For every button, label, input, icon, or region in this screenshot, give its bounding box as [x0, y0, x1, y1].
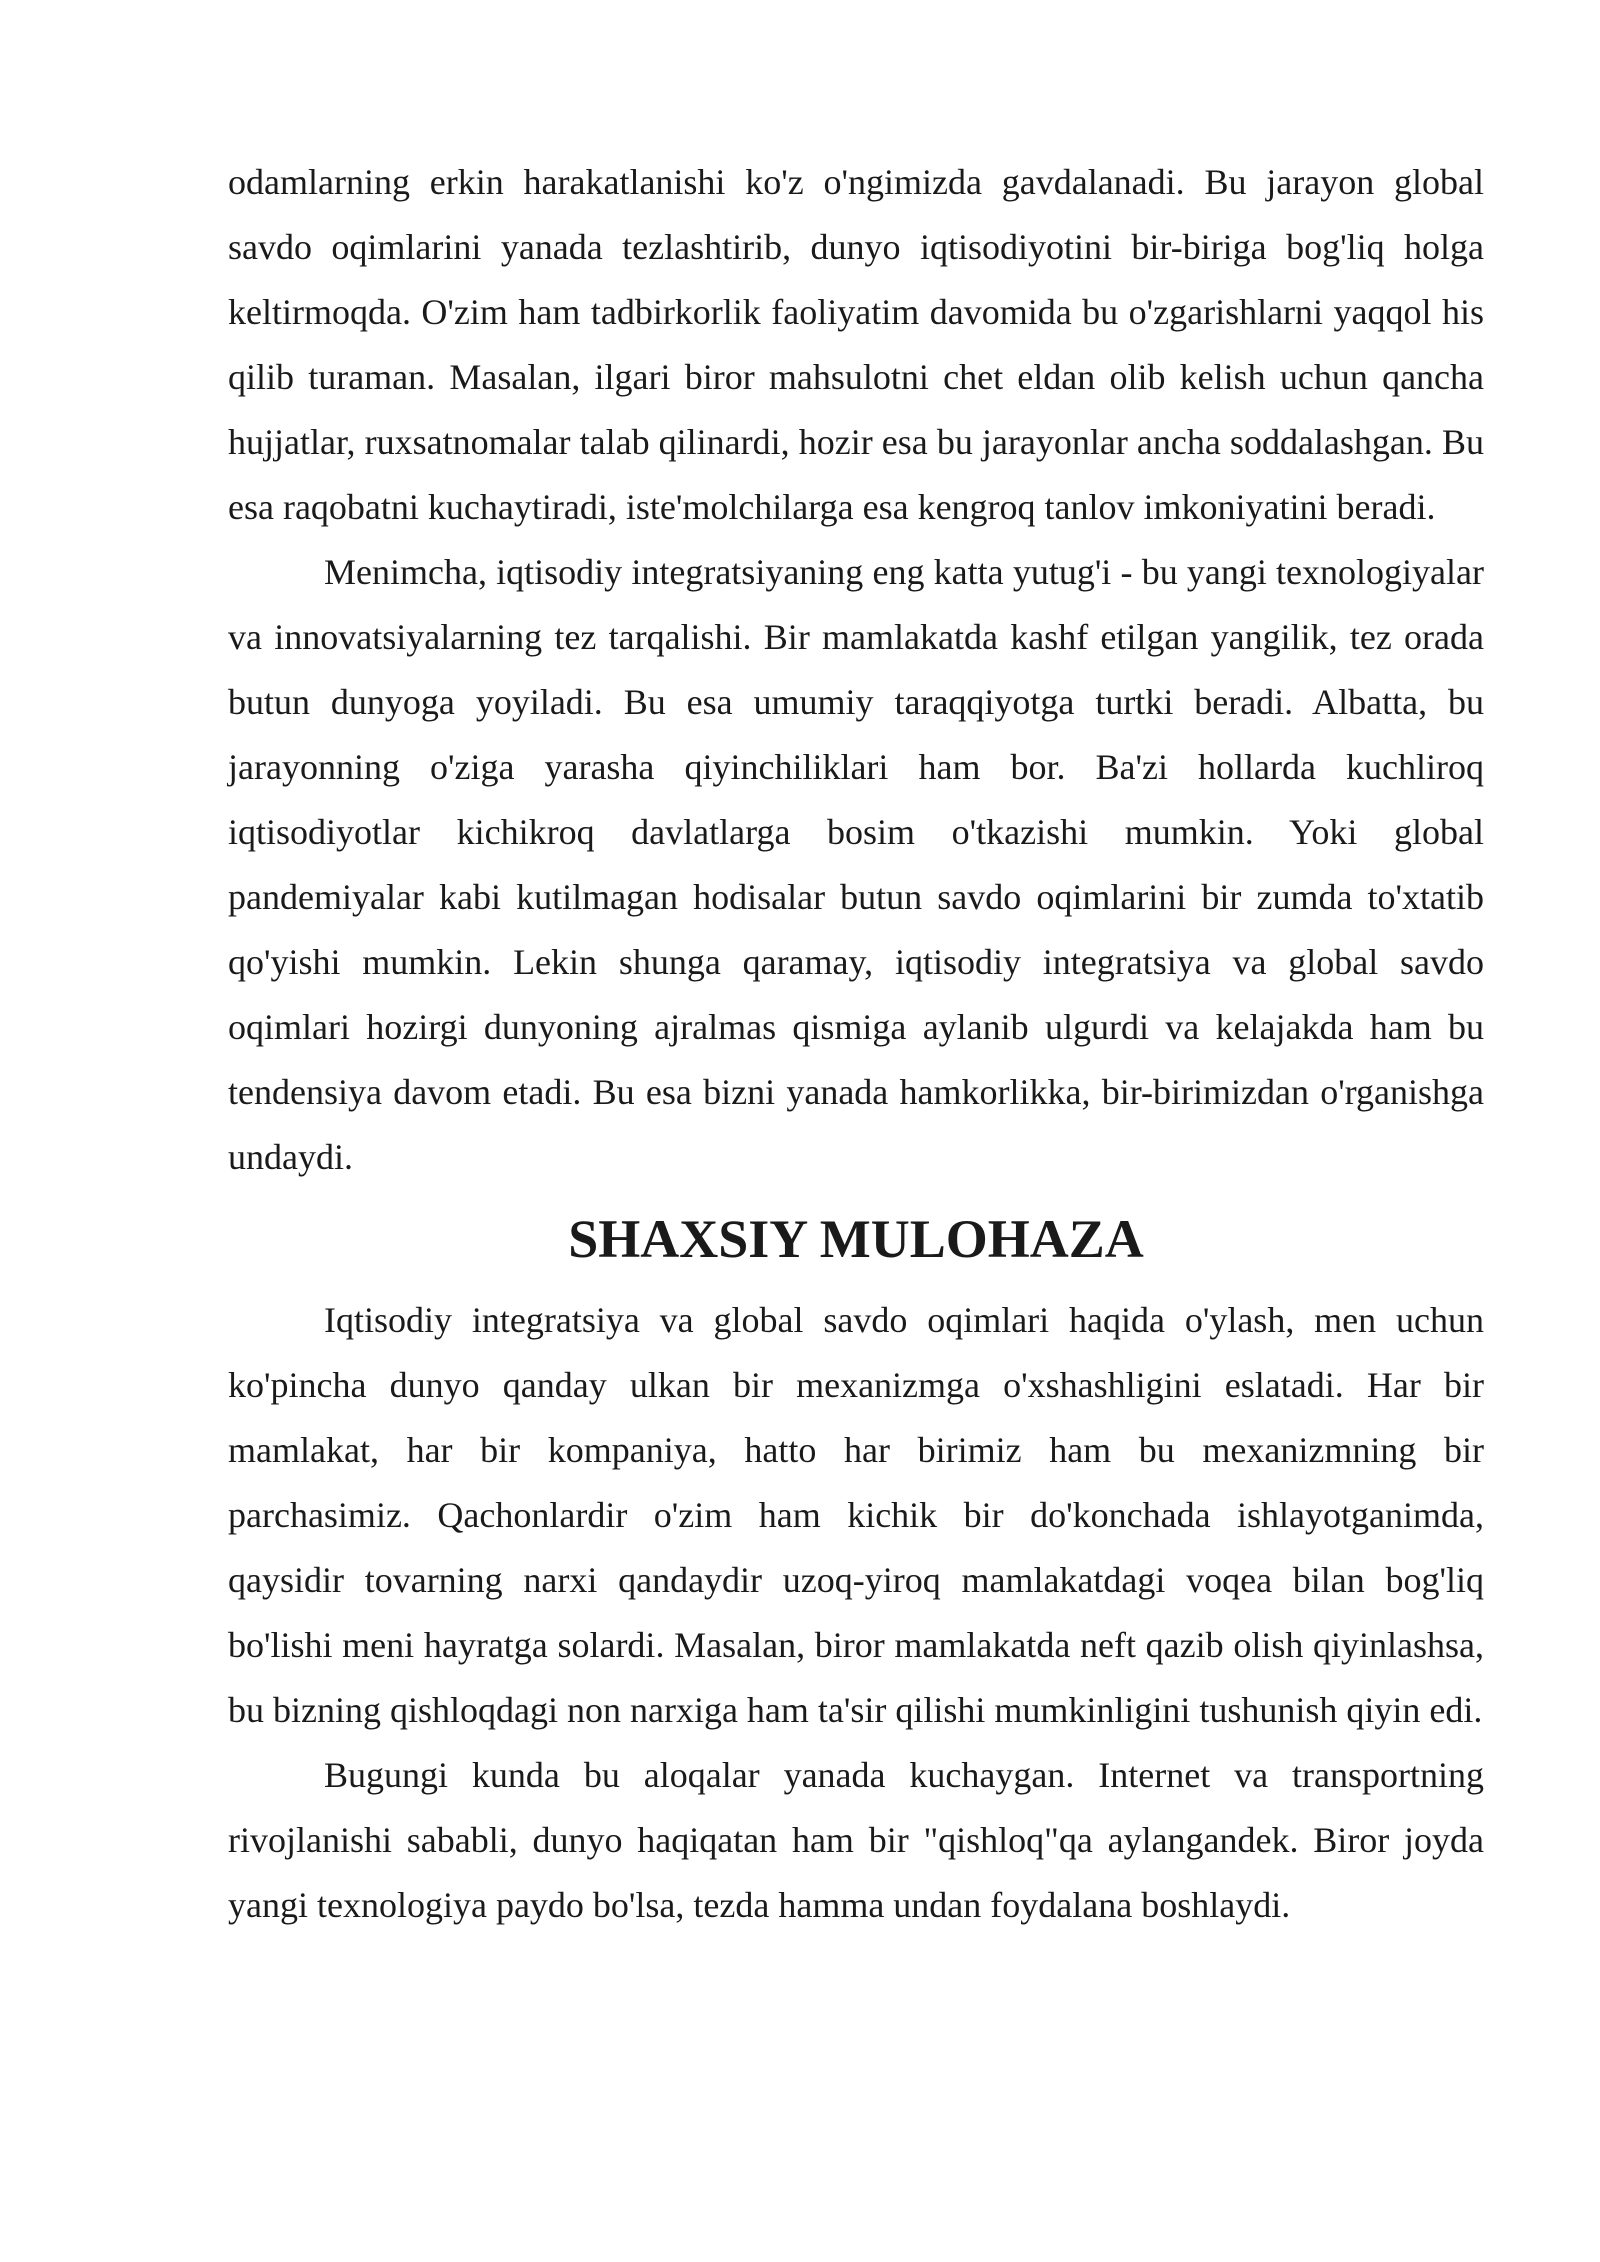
document-page [228, 150, 1484, 1938]
body-paragraph-1: odamlarning erkin harakatlanishi ko'z o'ngimizda gavdalanadi. Bu jarayon global savdo oqimlarini yanada tezlashtirib, dunyo iqtisodiyotini bir-biriga bog'liq holga keltirmoqda. O'zim ham tadbirkorlik faoliyatim davomida bu o'zgarishlarni yaqqol his qilib turaman. Masalan, ilgari biror mahsulotni chet eldan olib kelish uchun qancha hujjatlar, ruxsatnomalar talab qilinardi, hozir esa bu jarayonlar ancha soddalashgan. Bu esa raqobatni kuchaytiradi, iste'molchilarga esa kengroq tanlov imkoniyatini beradi. [228, 162, 1484, 527]
body-paragraph-4: Bugungi kunda bu aloqalar yanada kuchaygan. Internet va transportning rivojlanishi sababli, dunyo haqiqatan ham bir "qishloq"qa aylangandek. Biror joyda yangi texnologiya paydo bo'lsa, tezda hamma undan foydalana boshlaydi. [228, 1755, 1484, 1925]
body-paragraph-3: Iqtisodiy integratsiya va global savdo oqimlari haqida o'ylash, men uchun ko'pincha dunyo qanday ulkan bir mexanizmga o'xshashligini eslatadi. Har bir mamlakat, har bir kompaniya, hatto har birimiz ham bu mexanizmning bir parchasimiz. Qachonlardir o'zim ham kichik bir do'konchada ishlayotganimda, qaysidir tovarning narxi qandaydir uzoq-yiroq mamlakatdagi voqea bilan bog'liq bo'lishi meni hayratga solardi. Masalan, biror mamlakatda neft qazib olish qiyinlashsa, bu bizning qishloqdagi non narxiga ham ta'sir qilishi mumkinligini tushunish qiyin edi. [228, 1300, 1484, 1730]
section-heading: SHAXSIY MULOHAZA [568, 1209, 1144, 1269]
body-paragraph-2: Menimcha, iqtisodiy integratsiyaning eng katta yutug'i - bu yangi texnologiyalar va innovatsiyalarning tez tarqalishi. Bir mamlakatda kashf etilgan yangilik, tez orada butun dunyoga yoyiladi. Bu esa umumiy taraqqiyotga turtki beradi. Albatta, bu jarayonning o'ziga yarasha qiyinchiliklari ham bor. Ba'zi hollarda kuchliroq iqtisodiyotlar kichikroq davlatlarga bosim o'tkazishi mumkin. Yoki global pandemiyalar kabi kutilmagan hodisalar butun savdo oqimlarini bir zumda to'xtatib qo'yishi mumkin. Lekin shunga qaramay, iqtisodiy integratsiya va global savdo oqimlari hozirgi dunyoning ajralmas qismiga aylanib ulgurdi va kelajakda ham bu tendensiya davom etadi. Bu esa bizni yanada hamkorlikka, bir-birimizdan o'rganishga undaydi. [228, 552, 1484, 1177]
